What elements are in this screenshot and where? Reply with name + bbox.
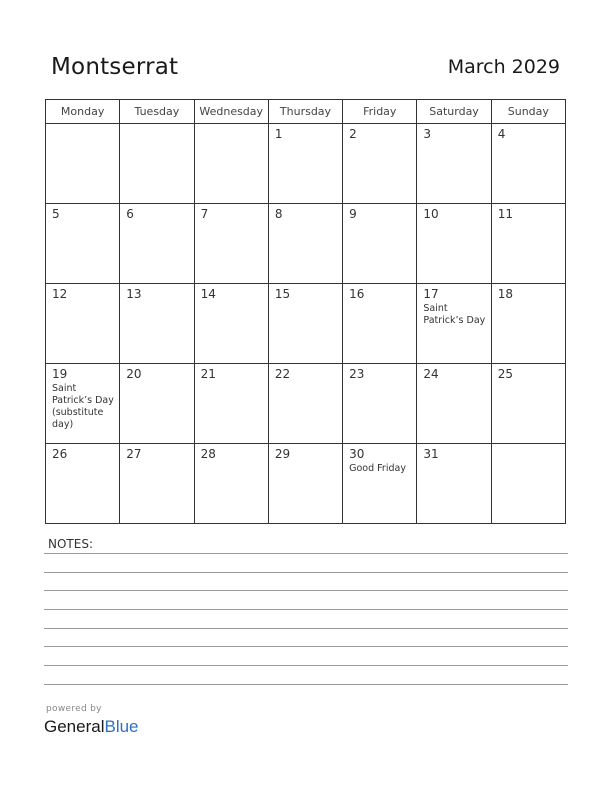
day-number: 11	[497, 207, 513, 221]
calendar-grid	[45, 99, 566, 524]
day-number: 16	[349, 287, 365, 301]
weekday-sunday: Sunday	[491, 100, 565, 124]
weekday-wednesday: Wednesday	[194, 100, 268, 124]
weekday-saturday: Saturday	[417, 100, 491, 124]
day-cell	[343, 444, 417, 524]
day-number: 7	[200, 207, 209, 221]
day-cell	[120, 444, 194, 524]
day-number: 23	[349, 367, 365, 381]
day-number: 6	[126, 207, 134, 221]
day-cell	[268, 364, 342, 444]
day-number: 3	[423, 127, 432, 141]
day-number: 8	[274, 207, 283, 221]
day-cell	[417, 364, 491, 444]
day-number: 13	[126, 287, 142, 301]
country-title: Montserrat	[51, 54, 179, 80]
day-cell	[417, 204, 491, 284]
day-cell	[194, 284, 268, 364]
holiday-label: Saint Patrick’s Day (substitute day)	[52, 383, 114, 430]
day-cell	[343, 204, 417, 284]
day-cell	[46, 204, 120, 284]
day-cell	[46, 444, 120, 524]
day-number: 24	[423, 367, 439, 381]
day-number: 2	[349, 127, 357, 141]
day-number: 28	[200, 447, 216, 461]
day-number: 19	[52, 367, 68, 381]
day-cell	[268, 444, 342, 524]
week-row	[46, 364, 566, 444]
day-number: 20	[126, 367, 142, 381]
brand-general: General	[44, 717, 105, 736]
day-cell	[268, 284, 342, 364]
day-cell	[268, 204, 342, 284]
day-cell	[343, 364, 417, 444]
note-line	[44, 646, 568, 647]
day-number: 12	[52, 287, 68, 301]
weekday-friday: Friday	[343, 100, 417, 124]
weekday-monday: Monday	[46, 100, 120, 124]
note-line	[44, 609, 568, 610]
day-number: 26	[52, 447, 68, 461]
holiday-label: Good Friday	[349, 463, 406, 474]
note-line	[44, 665, 568, 666]
holiday-label: Saint Patrick’s Day	[423, 303, 486, 326]
day-number: 29	[274, 447, 291, 461]
day-cell	[120, 124, 194, 204]
notes-label: NOTES:	[48, 537, 93, 551]
note-line	[44, 553, 568, 554]
day-cell	[343, 284, 417, 364]
powered-by-label: powered by	[46, 704, 102, 714]
day-number: 30	[349, 447, 365, 461]
day-number: 5	[52, 207, 60, 221]
generalblue-logo	[44, 717, 139, 737]
day-cell	[194, 364, 268, 444]
note-line	[44, 684, 568, 685]
day-number: 17	[423, 287, 439, 301]
day-cell	[491, 204, 565, 284]
week-row	[46, 124, 566, 204]
weekday-thursday: Thursday	[268, 100, 342, 124]
brand-blue: Blue	[104, 717, 139, 736]
day-number: 21	[200, 367, 216, 381]
weekday-header-row	[46, 100, 566, 124]
day-number: 15	[274, 287, 291, 301]
day-number: 22	[274, 367, 291, 381]
day-cell	[491, 124, 565, 204]
day-cell	[417, 444, 491, 524]
day-number: 14	[200, 287, 216, 301]
day-cell	[194, 444, 268, 524]
day-cell	[343, 124, 417, 204]
note-line	[44, 590, 568, 591]
day-cell	[194, 124, 268, 204]
day-cell	[120, 204, 194, 284]
weekday-tuesday: Tuesday	[120, 100, 194, 124]
day-number: 10	[423, 207, 439, 221]
day-number: 27	[126, 447, 142, 461]
week-row	[46, 284, 566, 364]
day-number: 31	[423, 447, 439, 461]
week-row	[46, 204, 566, 284]
day-number: 4	[497, 127, 506, 141]
day-cell	[491, 444, 565, 524]
day-cell	[46, 284, 120, 364]
week-row	[46, 444, 566, 524]
day-number: 18	[497, 287, 513, 301]
day-cell	[120, 364, 194, 444]
day-cell	[417, 284, 491, 364]
note-line	[44, 572, 568, 573]
day-cell	[194, 204, 268, 284]
day-number: 25	[497, 367, 513, 381]
month-year-title: March 2029	[447, 56, 560, 78]
day-cell	[417, 124, 491, 204]
day-cell	[491, 364, 565, 444]
day-cell	[46, 124, 120, 204]
day-number: 1	[274, 127, 283, 141]
day-cell	[491, 284, 565, 364]
note-line	[44, 628, 568, 629]
day-cell	[268, 124, 342, 204]
day-number: 9	[349, 207, 357, 221]
day-cell	[46, 364, 120, 444]
day-cell	[120, 284, 194, 364]
